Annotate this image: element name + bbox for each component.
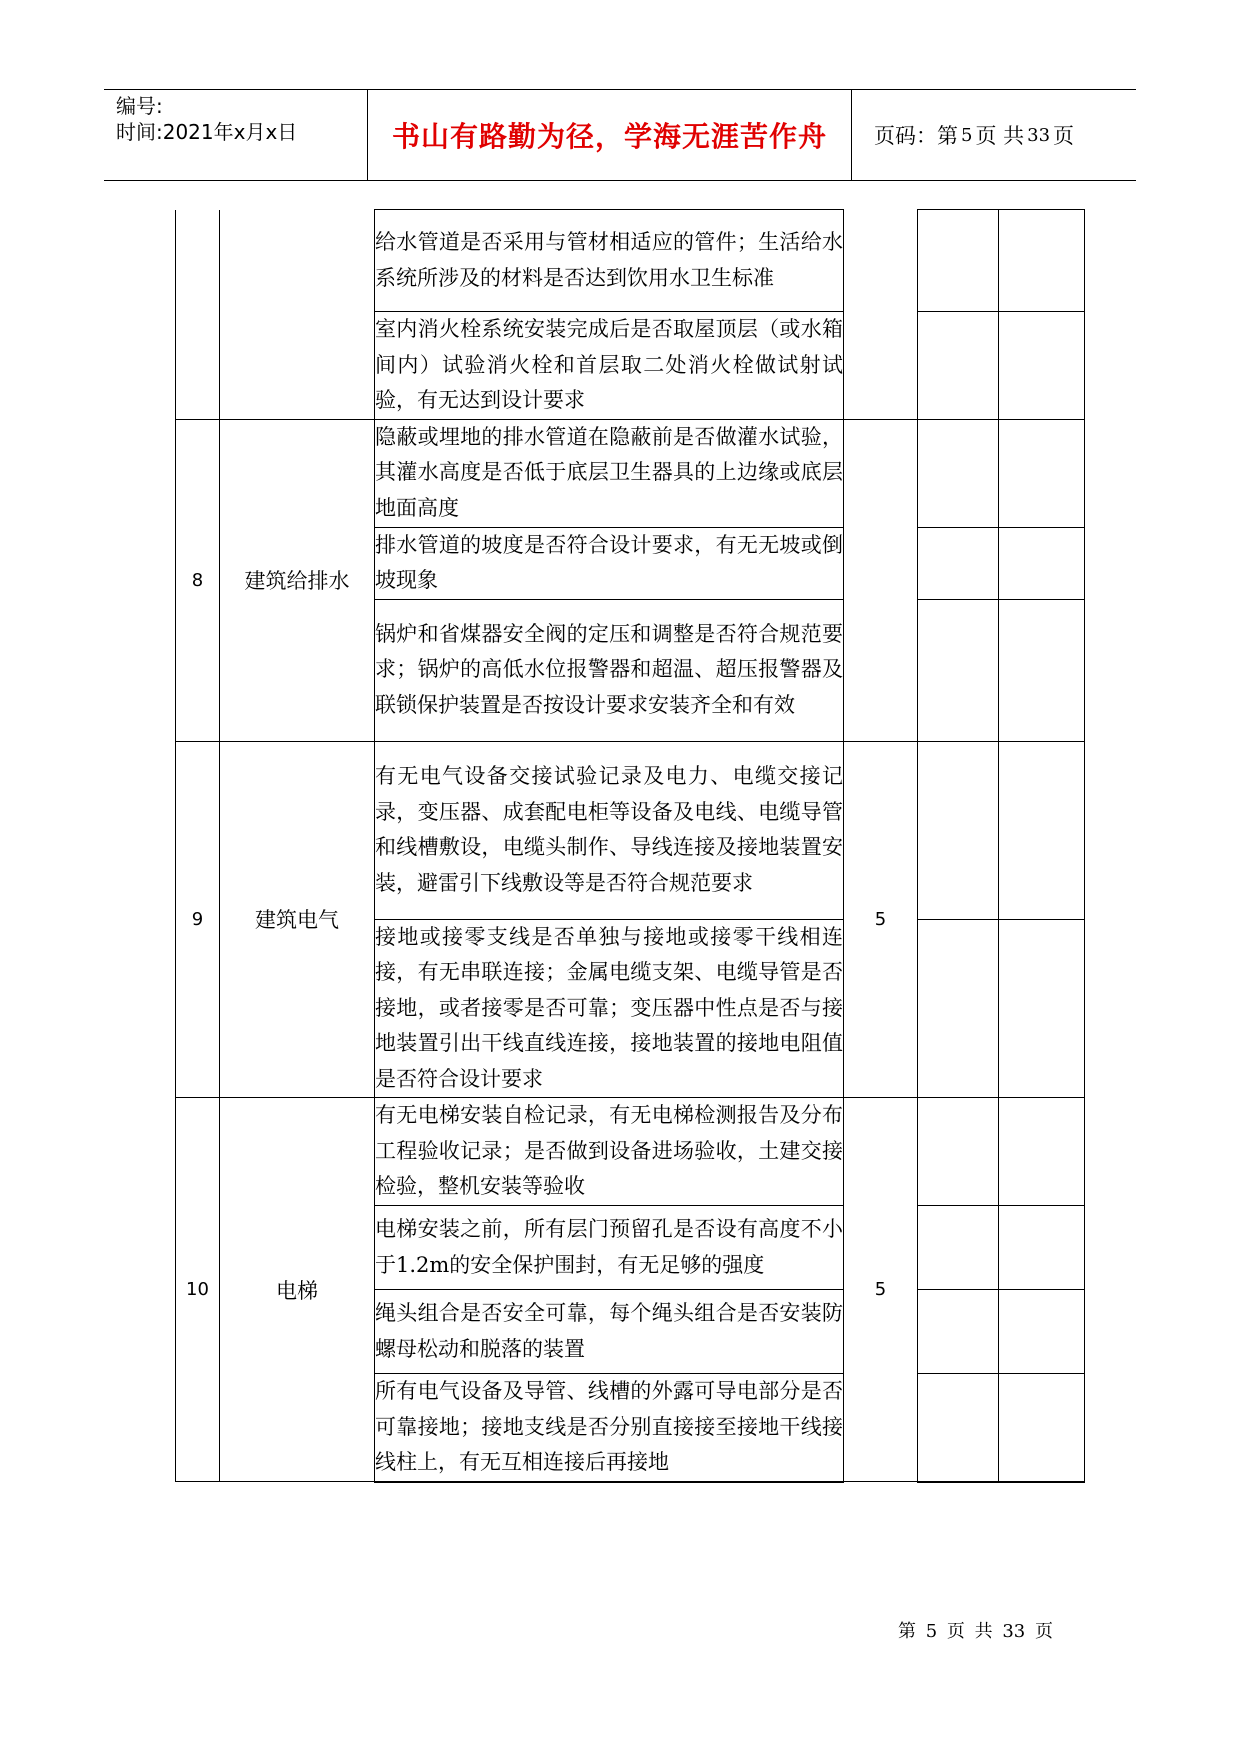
check-content: 有无电气设备交接试验记录及电力、电缆交接记录，变压器、成套配电柜等设备及电线、电缆导管和线槽敷设，电缆头制作、导线连接及接地装置安装，避雷引下线敷设等是否符合规范要求 xyxy=(375,741,844,919)
blank-cell xyxy=(999,1290,1085,1374)
blank-cell xyxy=(999,599,1085,741)
blank-cell xyxy=(918,527,999,599)
section-score: 5 xyxy=(844,741,918,1098)
header-motto: 书山有路勤为径，学海无涯苦作舟 xyxy=(391,120,827,153)
header-divider xyxy=(851,90,852,180)
blank-cell xyxy=(999,1374,1085,1482)
check-content: 电梯安装之前，所有层门预留孔是否设有高度不小于1.2m的安全保护围封，有无足够的强度 xyxy=(375,1206,844,1290)
blank-cell xyxy=(918,741,999,919)
page-label-suffix: 页 xyxy=(1053,124,1075,148)
page-label-prefix: 页码：第 xyxy=(874,124,958,148)
blank-cell xyxy=(918,1374,999,1482)
blank-cell xyxy=(918,210,999,312)
check-content: 隐蔽或埋地的排水管道在隐蔽前是否做灌水试验，其灌水高度是否低于底层卫生器具的上边缘或底层地面高度 xyxy=(375,419,844,527)
inspection-table xyxy=(175,209,1085,1483)
section-number: 9 xyxy=(176,741,220,1098)
check-content: 接地或接零支线是否单独与接地或接零干线相连接，有无串联连接；金属电缆支架、电缆导管是否接地，或者接零是否可靠；变压器中性点是否与接地装置引出干线直线连接，接地装置的接地电阻值是否符合设计要求 xyxy=(375,919,844,1098)
table-row xyxy=(176,419,1085,527)
blank-cell xyxy=(999,210,1085,312)
score-cell xyxy=(844,210,918,420)
header-page-info xyxy=(874,90,1074,180)
section-number: 10 xyxy=(176,1098,220,1482)
serial-label: 编号: xyxy=(116,94,163,118)
blank-cell xyxy=(999,419,1085,527)
section-item: 建筑给排水 xyxy=(220,419,375,741)
check-content: 排水管道的坡度是否符合设计要求，有无无坡或倒坡现象 xyxy=(375,527,844,599)
blank-cell xyxy=(918,919,999,1098)
section-item-cell xyxy=(220,210,375,420)
blank-cell xyxy=(918,599,999,741)
blank-cell xyxy=(999,312,1085,420)
page-header xyxy=(104,89,1136,181)
section-number: 8 xyxy=(176,419,220,741)
section-number-cell xyxy=(176,210,220,420)
blank-cell xyxy=(918,1206,999,1290)
header-meta xyxy=(116,93,297,145)
blank-cell xyxy=(918,419,999,527)
check-content: 锅炉和省煤器安全阀的定压和调整是否符合规范要求；锅炉的高低水位报警器和超温、超压报警器及联锁保护装置是否按设计要求安装齐全和有效 xyxy=(375,599,844,741)
page-total: 33 xyxy=(1027,124,1051,146)
blank-cell xyxy=(918,312,999,420)
check-content: 给水管道是否采用与管材相适应的管件；生活给水系统所涉及的材料是否达到饮用水卫生标准 xyxy=(375,210,844,312)
time-label: 时间:2021年x月x日 xyxy=(116,120,298,144)
section-item: 电梯 xyxy=(220,1098,375,1482)
check-content: 有无电梯安装自检记录，有无电梯检测报告及分布工程验收记录；是否做到设备进场验收，土建交接检验，整机安装等验收 xyxy=(375,1098,844,1206)
blank-cell xyxy=(918,1098,999,1206)
table-row xyxy=(176,741,1085,919)
section-item: 建筑电气 xyxy=(220,741,375,1098)
blank-cell xyxy=(918,1290,999,1374)
blank-cell xyxy=(999,1206,1085,1290)
blank-cell xyxy=(999,741,1085,919)
section-score xyxy=(844,419,918,741)
table-row xyxy=(176,1098,1085,1206)
check-content: 绳头组合是否安全可靠，每个绳头组合是否安装防螺母松动和脱落的装置 xyxy=(375,1290,844,1374)
page-current: 5 xyxy=(961,124,973,146)
page-label-mid: 页 共 xyxy=(975,124,1025,148)
blank-cell xyxy=(999,1098,1085,1206)
page-footer: 第 5 页 共 33 页 xyxy=(898,1621,1053,1642)
section-score: 5 xyxy=(844,1098,918,1482)
blank-cell xyxy=(999,527,1085,599)
check-content: 所有电气设备及导管、线槽的外露可导电部分是否可靠接地；接地支线是否分别直接接至接地干线接线柱上，有无互相连接后再接地 xyxy=(375,1374,844,1482)
blank-cell xyxy=(999,919,1085,1098)
table-row xyxy=(176,210,1085,312)
check-content: 室内消火栓系统安装完成后是否取屋顶层（或水箱间内）试验消火栓和首层取二处消火栓做试射试验，有无达到设计要求 xyxy=(375,312,844,420)
